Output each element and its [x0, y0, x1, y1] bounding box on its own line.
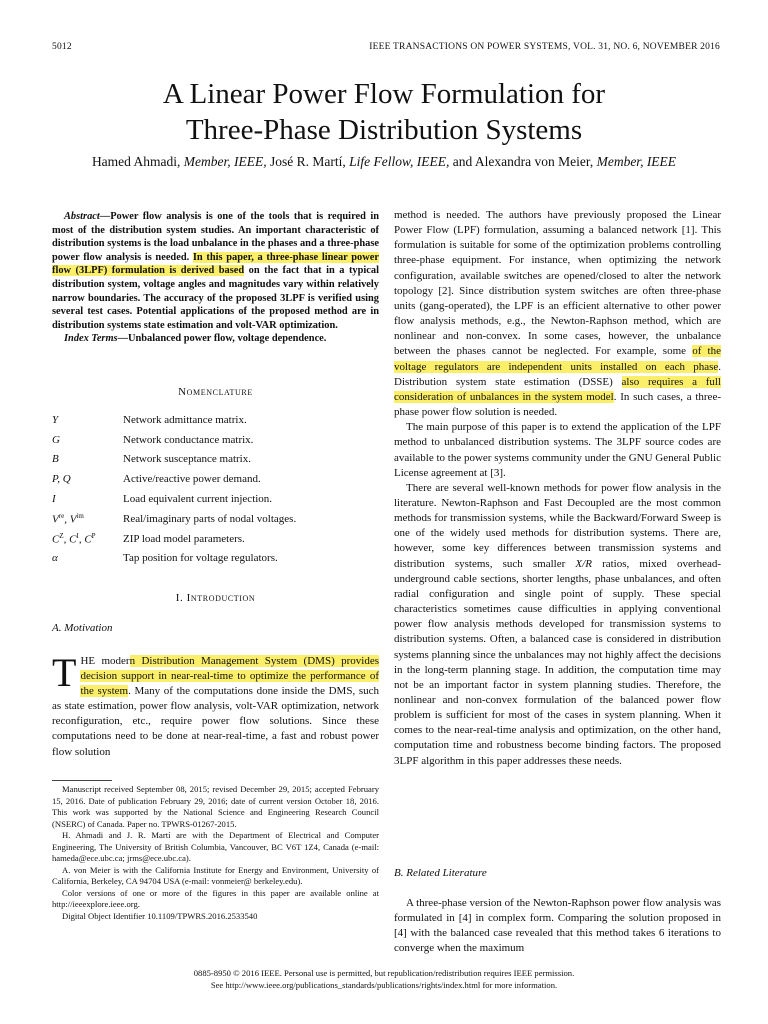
- nomenclature-definition: Network admittance matrix.: [123, 413, 247, 426]
- nomenclature-item: [52, 450, 379, 470]
- author-role: Member, IEEE,: [183, 154, 267, 169]
- nomenclature-definition: ZIP load model parameters.: [123, 532, 245, 545]
- nomenclature-symbol: Vre, $V^{im}$: [52, 512, 84, 526]
- body-text: . Distribution system state estimation (DSSE): [394, 360, 721, 388]
- footnotes: [52, 784, 379, 922]
- nomenclature-item: [52, 469, 379, 489]
- drop-cap: T: [52, 650, 77, 695]
- highlighted-text: of the voltage regulators are independent units installed on each phase: [394, 345, 721, 373]
- nomenclature-symbol: α: [52, 552, 58, 565]
- nomenclature-definition: Tap position for voltage regulators.: [123, 552, 278, 565]
- footnote: H. Ahmadi and J. R. Martí are with the Department of Electrical and Computer Engineering, The University of British Columbia, Vancouver, BC V6T 1Z4, Canada (e-mail: hameda@ece.ubc.ca; jrms@ece.ubc.ca).: [52, 830, 379, 863]
- intro-text: . Many of the computations done inside the DMS, such as state estimation, power flow analysis, volt-VAR optimization, network reconfiguration, etc., require power flow solutions. Since these computations need to be done at near-real-time, a fast and robust power flow solution: [52, 685, 379, 758]
- body-text: There are several well-known methods for power flow analysis in the literature. Newton-Raphson and Fast Decoupled are the most common methods for transmission systems, while the Backward/Forward Sweep is one of the widely used methods for distribution systems. There are, however, some key differences between transmission systems and distribution systems, such smaller: [394, 481, 721, 570]
- nomenclature-symbol: G: [52, 433, 60, 446]
- index-terms-lead: Index Terms—: [64, 333, 128, 345]
- author-role: Life Fellow, IEEE,: [349, 154, 450, 169]
- abstract: [52, 210, 379, 332]
- nomenclature-item: [52, 529, 379, 549]
- abstract-text: on the fact that in a typical distribution system, voltage angles and magnitudes vary within relatively narrow boundaries. The accuracy of the proposed 3LPF is verified using several test cases. Potential applications of the proposed method are in distribution systems state estimation and volt-VAR optimization.: [52, 265, 379, 331]
- subsection-heading-motivation: A. Motivation: [52, 622, 113, 634]
- nomenclature-definition: Load equivalent current injection.: [123, 493, 273, 506]
- journal-header: IEEE TRANSACTIONS ON POWER SYSTEMS, VOL. 31, NO. 6, NOVEMBER 2016: [369, 42, 720, 52]
- nomenclature-symbol: I: [52, 493, 56, 506]
- nomenclature-symbol: $C^Z$, $C^I$, $C^P$: [52, 531, 96, 546]
- nomenclature-item: [52, 430, 379, 450]
- nomenclature-definition: Network conductance matrix.: [123, 433, 254, 446]
- nomenclature-item: [52, 549, 379, 569]
- author-name: José R. Martí,: [270, 154, 346, 169]
- nomenclature-definition: Real/imaginary parts of nodal voltages.: [123, 512, 297, 525]
- body-paragraph: [394, 481, 721, 769]
- abstract-lead: Abstract—: [64, 211, 111, 222]
- nomenclature-symbol: Y: [52, 413, 59, 426]
- paper-title-line2: Three-Phase Distribution Systems: [185, 114, 583, 146]
- copyright-line: See http://www.ieee.org/publications_standards/publications/rights/index.html for more information.: [210, 980, 558, 990]
- body-paragraph: [394, 208, 721, 420]
- nomenclature-definition: Network susceptance matrix.: [123, 453, 251, 466]
- left-column: [52, 210, 379, 346]
- math-symbol: X/R: [575, 557, 592, 570]
- footnote: Manuscript received September 08, 2015; revised December 29, 2015; accepted February 15, 2016. Date of publication February 29, 2016; date of current version October 18, 2016. This work was supported by the National Science and Engineering Research Council (NSERC) of Canada. Paper no. TPWRS-01267-2015.: [52, 784, 379, 829]
- nomenclature-list: [52, 410, 379, 568]
- footnote: Digital Object Identifier 10.1109/TPWRS.2016.2533540: [62, 910, 258, 921]
- author-name: Hamed Ahmadi,: [91, 154, 181, 169]
- index-terms: [52, 332, 379, 346]
- paper-title-line1: A Linear Power Flow Formulation for: [162, 78, 606, 110]
- body-text: . In such cases, a three-phase power flow solution is needed.: [394, 390, 721, 419]
- right-column: [394, 208, 721, 769]
- footnote: Color versions of one or more of the figures in this paper are available online at http://ieeexplore.ieee.org.: [52, 887, 379, 909]
- author-name: Alexandra von Meier,: [474, 154, 594, 169]
- author-conjunction: and: [452, 154, 473, 169]
- body-paragraph: [394, 896, 721, 957]
- body-text: method is needed. The authors have previously proposed the Linear Power Flow (LPF) formulation, assuming a balanced network [1]. This formulation is suitable for some of the optimization problems controlling three-phase equipment. For instance, when optimizing the network configuration, available switches are opened/closed to alter the network topology [2]. Since distribution system switches are often three-phase units (gang-operated), the LPF is an efficient alternative to other power flow analysis methods, e.g., the Newton-Raphson method, which are nonlinear and non-convex. In some cases, however, the unbalance between the phases cannot be neglected. For example, some: [394, 209, 721, 358]
- body-text: A three-phase version of the Newton-Raphson power flow analysis was formulated in [4] in complex form. Comparing the solution proposed in [4] with the balanced case revealed that this method takes 6 iterations to converge when the maximum: [394, 897, 721, 955]
- highlighted-text: In this paper, a three-phase linear power flow (3LPF) formulation is derived based: [52, 251, 379, 277]
- nomenclature-item: [52, 410, 379, 430]
- highlighted-text: n Distribution Management System (DMS) provides decision support in near-real-time to optimize the performance of the system: [80, 655, 379, 698]
- footnote-rule: [52, 780, 112, 781]
- page-number: 5012: [52, 42, 72, 52]
- nomenclature-item: [52, 509, 379, 529]
- body-paragraph: The main purpose of this paper is to extend the application of the LPF method to unbalanced distribution systems. The 3LPF source codes are available to the power systems community under the GNU General Public License agreement at [3].: [394, 421, 721, 479]
- body-text: ratios, mixed overhead-underground cable sections, shorter lengths, phase unbalances, and often radial configuration and single point of supply. These special characteristics sometimes cause difficulties in applying conventional power flow analysis methods developed for transmission systems to distribution systems. Often, a balanced case is considered in distribution systems planning since the unbalances may not highly affect the decisions in the long-term planning stage. In addition, the computation time may not be an important factor in system planning studies. Therefore, the nonlinear and non-convex formulation of the balanced power flow problem is sufficient for most of the cases in system planning. When it comes to the near-real-time analysis and optimization, on the other hand, computation time and robustness become binding factors. The proposed 3LPF algorithm in this paper addresses these needs.: [394, 557, 721, 767]
- nomenclature-heading: Nomenclature: [178, 386, 253, 398]
- intro-paragraph: [52, 650, 379, 760]
- intro-text: HE moder: [80, 655, 130, 667]
- nomenclature-symbol: B: [52, 453, 59, 466]
- footnote: A. von Meier is with the California Institute for Energy and Environment, University of California, Berkeley, CA 94704 USA (e-mail: vonmeier@ berkeley.edu).: [52, 864, 379, 886]
- nomenclature-item: [52, 489, 379, 509]
- nomenclature-definition: Active/reactive power demand.: [123, 473, 261, 486]
- subsection-heading-related-literature: B. Related Literature: [394, 867, 487, 879]
- index-terms-text: Unbalanced power flow, voltage dependence.: [128, 333, 327, 345]
- highlighted-text: also requires a full consideration of unbalances in the system model: [394, 375, 721, 403]
- section-heading-introduction: I. Introduction: [175, 592, 256, 604]
- abstract-text: Power flow analysis is one of the tools that is required in most of the distribution system studies. An important characteristic of distribution systems is the load unbalance in the phases and a three-phase power flow analysis is needed.: [52, 211, 379, 263]
- author-role: Member, IEEE: [596, 154, 677, 169]
- author-list: [0, 154, 768, 170]
- copyright-notice: [0, 967, 768, 991]
- copyright-line: 0885-8950 © 2016 IEEE. Personal use is permitted, but republication/redistribution requires IEEE permission.: [193, 968, 575, 978]
- nomenclature-symbol: P, Q: [52, 473, 71, 486]
